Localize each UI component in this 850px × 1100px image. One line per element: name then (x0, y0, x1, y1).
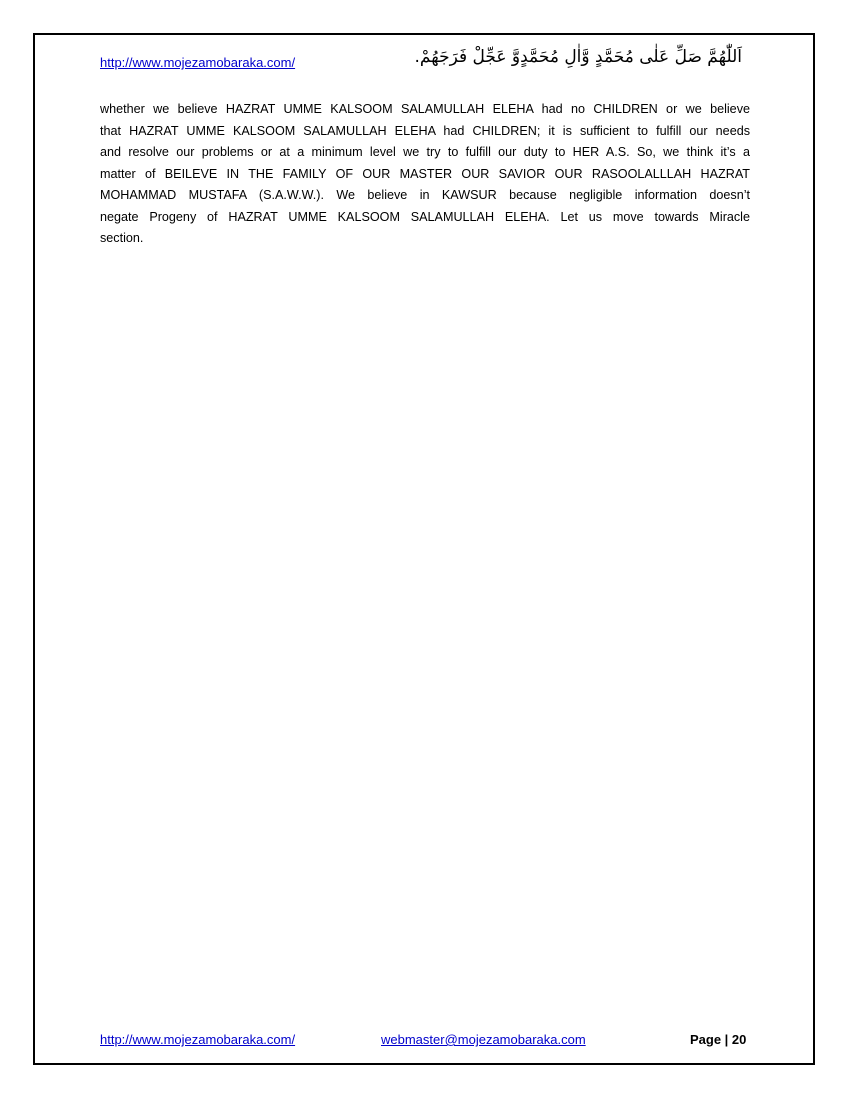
page-number: Page | 20 (690, 1032, 747, 1047)
header-arabic-invocation: اَللّٰهُمَّ صَلِّ عَلٰى مُحَمَّدٍ وَّاٰلِ مُحَمَّدٍوَّ عَجِّلْ فَرَجَهُمْ. (414, 47, 742, 67)
body-line: that HAZRAT UMME KALSOOM SALAMULLAH ELEHA had CHILDREN; it is sufficient to fulfill our needs (100, 123, 750, 138)
body-line: negate Progeny of HAZRAT UMME KALSOOM SALAMULLAH ELEHA. Let us move towards Miracle (100, 209, 750, 224)
body-line: and resolve our problems or at a minimum level we try to fulfill our duty to HER A.S. So, we think it’s a (100, 145, 750, 159)
footer-email-link[interactable]: webmaster@mojezamobaraka.com (381, 1032, 586, 1047)
header-website-link[interactable]: http://www.mojezamobaraka.com/ (100, 55, 296, 70)
body-line: matter of BEILEVE IN THE FAMILY OF OUR MASTER OUR SAVIOR OUR RASOOLALLLAH HAZRAT (100, 166, 750, 181)
footer-website-link[interactable]: http://www.mojezamobaraka.com/ (100, 1032, 296, 1047)
body-line: whether we believe HAZRAT UMME KALSOOM SALAMULLAH ELEHA had no CHILDREN or we believe (100, 102, 750, 116)
body-line: MOHAMMAD MUSTAFA (S.A.W.W.). We believe in KAWSUR because negligible information doesn’t (100, 188, 750, 202)
body-line: section. (100, 231, 144, 245)
body-paragraph (100, 99, 750, 250)
